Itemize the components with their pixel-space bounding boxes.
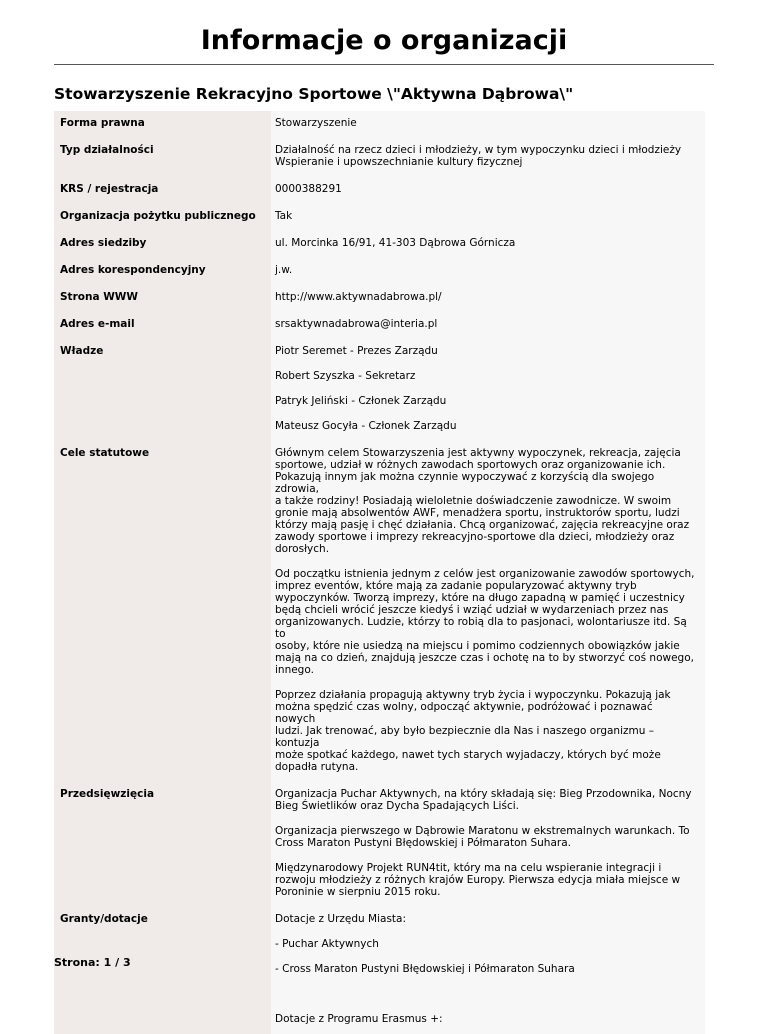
label-granty-dotacje: Granty/dotacje xyxy=(54,907,271,1034)
text-line: będą chcieli wrócić jeszcze kiedyś i wziąć udział w wydarzeniach przez nas xyxy=(275,604,669,616)
text-line: organizowanych. Ludzie, którzy to robią dla to pasjonaci, wolontariusze itd. Są to xyxy=(275,616,687,640)
value-przedsiewziecia xyxy=(271,782,705,907)
value-opp xyxy=(271,204,705,231)
text-line: wypoczynków. Tworzą imprezy, które na długo zapadną w pamięć i uczestnicy xyxy=(275,592,685,604)
text-line: Międzynarodowy Projekt RUN4tit, który ma na celu wspieranie integracji i xyxy=(275,862,662,874)
label-cele-statutowe: Cele statutowe xyxy=(54,441,271,782)
label-strona-www: Strona WWW xyxy=(54,285,271,312)
text-line: Działalność na rzecz dzieci i młodzieży, w tym wypoczynku dzieci i młodzieży xyxy=(275,144,682,156)
text-line: dopadła rutyna. xyxy=(275,761,359,773)
text-line: imprez eventów, które mają za zadanie popularyzować aktywny tryb xyxy=(275,580,637,592)
value-text: 0000388291 xyxy=(275,183,342,195)
text-line: którzy mają pasję i chęć działania. Chcą organizować, zajęcia rekreacyjne oraz xyxy=(275,519,690,531)
text-line: gronie mają absolwentów AWF, menadżera sportu, instruktorów sportu, ludzi xyxy=(275,507,680,519)
text-line: można spędzić czas wolny, odpocząć aktywnie, podróżować i poznawać nowych xyxy=(275,701,653,725)
row-krs xyxy=(54,177,705,204)
text-line: Od początku istnienia jednym z celów jest organizowanie zawodów sportowych, xyxy=(275,568,695,580)
text-line: sportowe, udział w różnych zawodach sportowych oraz organizowanie ich. xyxy=(275,459,666,471)
value-text: ul. Morcinka 16/91, 41-303 Dąbrowa Górnicza xyxy=(275,237,516,249)
value-cele-statutowe xyxy=(271,441,705,782)
organization-name: Stowarzyszenie Rekracyjno Sportowe \"Aktywna Dąbrowa\" xyxy=(54,85,574,103)
row-typ-dzialalnosci xyxy=(54,138,705,177)
paragraph xyxy=(275,788,695,812)
grant-item: Dotacje z Programu Erasmus +: xyxy=(275,1013,443,1025)
label-krs: KRS / rejestracja xyxy=(54,177,271,204)
text-line: mają na co dzień, znajdują jeszcze czas i ochotę na to by stworzyć coś nowego, xyxy=(275,652,694,664)
label-adres-korespondencyjny: Adres korespondencyjny xyxy=(54,258,271,285)
grant-item: - Cross Maraton Pustyni Błędowskiej i Półmaraton Suhara xyxy=(275,963,575,975)
row-strona-www xyxy=(54,285,705,312)
row-cele-statutowe xyxy=(54,441,705,782)
text-line: Bieg Świetlików oraz Dycha Spadających Liści. xyxy=(275,800,519,812)
grant-item: Dotacje z Urzędu Miasta: xyxy=(275,913,406,925)
text-line: dorosłych. xyxy=(275,543,330,555)
label-adres-email: Adres e-mail xyxy=(54,312,271,339)
text-line: może spotkać każdego, nawet tych starych wyjadaczy, których być może xyxy=(275,749,661,761)
paragraph xyxy=(275,862,695,898)
value-text: Stowarzyszenie xyxy=(275,117,357,129)
row-forma-prawna xyxy=(54,111,705,138)
text-line: zawody sportowe i imprezy rekreacyjno-sportowe dla dzieci, młodzieży oraz xyxy=(275,531,675,543)
text-line: Wspieranie i upowszechnianie kultury fizycznej xyxy=(275,156,523,168)
value-adres-siedziby xyxy=(271,231,705,258)
text-line: innego. xyxy=(275,664,314,676)
text-line: Poprzez działania propagują aktywny tryb życia i wypoczynku. Pokazują jak xyxy=(275,689,671,701)
row-granty-dotacje xyxy=(54,907,705,1034)
paragraph xyxy=(275,689,695,773)
text-line: rozwoju młodzieży z różnych krajów Europy. Pierwsza edycja miała miejsce w xyxy=(275,874,681,886)
label-opp: Organizacja pożytku publicznego xyxy=(54,204,271,231)
text-line: osoby, które nie usiedzą na miejscu i pomimo codziennych obowiązków jakie xyxy=(275,640,680,652)
row-adres-siedziby xyxy=(54,231,705,258)
value-adres-korespondencyjny xyxy=(271,258,705,285)
label-typ-dzialalnosci: Typ działalności xyxy=(54,138,271,177)
row-adres-korespondencyjny xyxy=(54,258,705,285)
title-divider xyxy=(54,64,714,65)
text-line: Pokazują innym jak można czynnie wypoczywać z korzyścią dla swojego zdrowia, xyxy=(275,471,655,495)
row-opp xyxy=(54,204,705,231)
text-line: Organizacja pierwszego w Dąbrowie Maratonu w ekstremalnych warunkach. To xyxy=(275,825,690,837)
organization-info-table xyxy=(54,111,705,1034)
text-line: Organizacja Puchar Aktywnych, na który składają się: Bieg Przodownika, Nocny xyxy=(275,788,692,800)
value-adres-email xyxy=(271,312,705,339)
board-member: Mateusz Gocyła - Członek Zarządu xyxy=(275,420,457,432)
value-text xyxy=(275,144,695,168)
row-wladze xyxy=(54,339,705,441)
value-wladze xyxy=(271,339,705,441)
label-przedsiewziecia: Przedsięwzięcia xyxy=(54,782,271,907)
page-number: Strona: 1 / 3 xyxy=(54,956,131,969)
page-title: Informacje o organizacji xyxy=(200,25,568,56)
board-member: Robert Szyszka - Sekretarz xyxy=(275,370,416,382)
row-przedsiewziecia xyxy=(54,782,705,907)
label-forma-prawna: Forma prawna xyxy=(54,111,271,138)
value-forma-prawna xyxy=(271,111,705,138)
row-adres-email xyxy=(54,312,705,339)
grant-item: - Puchar Aktywnych xyxy=(275,938,379,950)
website-link[interactable]: http://www.aktywnadabrowa.pl/ xyxy=(275,291,442,303)
text-line: Głównym celem Stowarzyszenia jest aktywny wypoczynek, rekreacja, zajęcia xyxy=(275,447,681,459)
value-typ-dzialalnosci xyxy=(271,138,705,177)
label-wladze: Władze xyxy=(54,339,271,441)
value-krs xyxy=(271,177,705,204)
text-line: Poroninie w sierpniu 2015 roku. xyxy=(275,886,441,898)
paragraph xyxy=(275,568,695,676)
text-line: a także rodziny! Posiadają wieloletnie doświadczenie zawodnicze. W swoim xyxy=(275,495,672,507)
value-granty-dotacje xyxy=(271,907,705,1034)
paragraph xyxy=(275,447,695,555)
email-link[interactable]: srsaktywnadabrowa@interia.pl xyxy=(275,318,438,330)
value-strona-www xyxy=(271,285,705,312)
board-member: Patryk Jeliński - Członek Zarządu xyxy=(275,395,447,407)
grant-spacer xyxy=(275,988,695,1013)
text-line: ludzi. Jak trenować, aby było bezpiecznie dla Nas i naszego organizmu – kontuzja xyxy=(275,725,654,749)
label-adres-siedziby: Adres siedziby xyxy=(54,231,271,258)
paragraph xyxy=(275,825,695,849)
value-text: j.w. xyxy=(275,264,293,276)
value-text: Tak xyxy=(275,210,293,222)
board-member: Piotr Seremet - Prezes Zarządu xyxy=(275,345,438,357)
text-line: Cross Maraton Pustyni Błędowskiej i Półmaraton Suhara. xyxy=(275,837,571,849)
